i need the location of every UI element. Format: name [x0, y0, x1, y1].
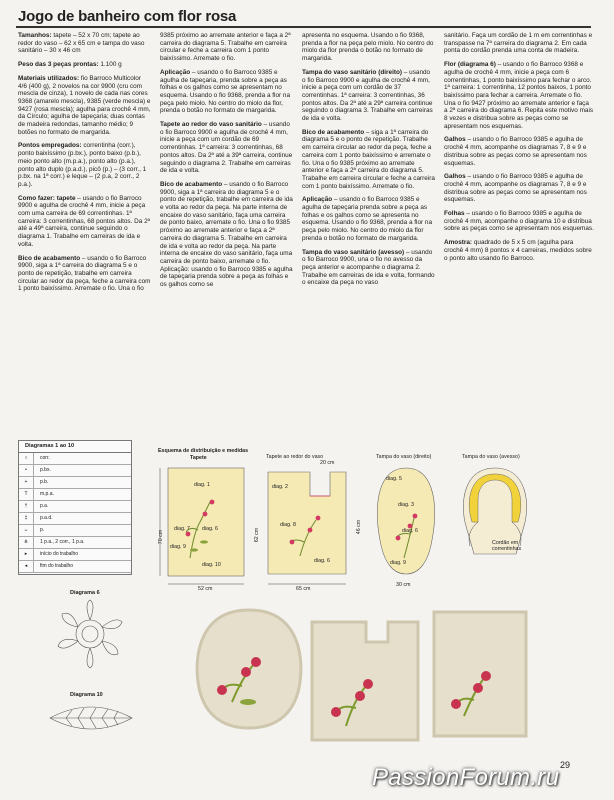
legend-row — [19, 537, 131, 549]
paragraph-text: 1.100 g — [98, 61, 122, 69]
redor-height: 62 cm — [254, 527, 261, 543]
scheme-tampa-avesso-label: Tampa do vaso (avesso) — [462, 454, 520, 460]
page-number: 29 — [560, 760, 571, 770]
legend-symbol: † — [19, 501, 34, 512]
legend-text: corr. — [40, 455, 50, 461]
paragraph-heading: Bico de acabamento — [160, 180, 223, 188]
paragraph — [160, 69, 293, 115]
paragraph — [160, 181, 293, 289]
paragraph-heading: Peso das 3 peças prontas: — [18, 61, 99, 69]
legend-symbol: ⋔ — [19, 537, 34, 548]
paragraph-heading: Materiais utilizados: — [18, 74, 80, 82]
tampa-diag-3: diag. 3 — [398, 502, 414, 508]
redor-diag-6: diag. 6 — [314, 558, 330, 564]
paragraph — [444, 32, 594, 55]
legend-row — [19, 525, 131, 537]
tapete-width: 52 cm — [198, 586, 213, 592]
paragraph-heading: Tampa do vaso sanitário (avesso) — [302, 248, 405, 256]
legend-symbol: • — [19, 465, 34, 476]
paragraph-text: – usando o fio Barroco 9385 e agulha de crochê 4 mm, acompanhe os diagramas 7, 8 e 9 e distribua sobre as peças como se apresentam nos esquemas. — [444, 173, 587, 204]
legend-row — [19, 489, 131, 501]
tampa-diag-6: diag. 6 — [402, 528, 418, 534]
legend-text: p.a. — [40, 503, 49, 509]
paragraph — [444, 61, 594, 130]
page-title: Jogo de banheiro com flor rosa — [18, 8, 237, 25]
paragraph-heading: Como fazer: tapete — [18, 194, 76, 202]
legend-text: m.p.a. — [40, 491, 54, 497]
cord-note: Cordão em correntinhas — [492, 540, 522, 552]
paragraph — [302, 69, 435, 123]
tampa-diag-9: diag. 9 — [390, 560, 406, 566]
paragraph — [18, 61, 151, 69]
paragraph — [18, 32, 151, 55]
paragraph — [302, 196, 435, 242]
paragraph-text: – usando o fio Barroco 9368 e agulha de crochê 4 mm, inicie a peça com 6 correntinhas, 1 ponto baixíssimo para fechar o arco. 1ª carreira: 1 correntinha, 12 pontos baixos, 1 ponto baixíssimo para fechar a carreira. Arremate o fio. Una o fio 9427 próximo ao arremate anterior e faça a 2ª carreira do diagrama 6. Repita este motivo mais 8 vezes e distribua sobre as peças como se apresentam nos esquemas. — [444, 61, 594, 130]
paragraph — [302, 32, 435, 63]
legend-text: 1 p.a., 2 corr., 1 p.a. — [40, 539, 85, 545]
scheme-tampa-direito-label: Tampa do vaso (direito) — [376, 454, 432, 460]
photo-lid-cover — [188, 606, 310, 732]
legend-row — [19, 561, 131, 573]
paragraph-text: – usando o fio Barroco 9900 e agulha de crochê 4 mm, inicie a peça com uma carreira de 69 correntinhas. 1ª carreira: 3 correntinhas, 68 pontos altos. Da 2ª até a 49ª carreira, continue seguindo o diagrama 1. Trabalhe em carreiras de ida e volta. — [18, 194, 151, 248]
paragraph — [444, 173, 594, 204]
legend-row — [19, 513, 131, 525]
legend-symbol: ‡ — [19, 513, 34, 524]
watermark: PassionForum.ru — [372, 764, 560, 791]
paragraph-heading: Flor (diagrama 6) — [444, 61, 496, 69]
distribution-schemes — [150, 440, 590, 595]
paragraph-heading: Tapete ao redor do vaso sanitário — [160, 121, 262, 129]
tapete-height: 70 cm — [158, 529, 165, 545]
legend-row — [19, 477, 131, 489]
scheme-redor-label: Tapete ao redor do vaso — [266, 454, 324, 460]
redor-diag-8: diag. 8 — [280, 522, 296, 528]
paragraph — [302, 129, 435, 191]
tampa-width: 30 cm — [396, 582, 411, 588]
text-column-3 — [302, 32, 435, 293]
legend-text: início do trabalho — [40, 551, 79, 557]
paragraph — [18, 195, 151, 249]
paragraph-heading: Tamanhos: — [18, 32, 52, 39]
legend-row — [19, 549, 131, 561]
diagram-6-chart — [54, 598, 126, 670]
paragraph — [302, 249, 435, 288]
paragraph — [18, 255, 151, 294]
text-column-4 — [444, 32, 594, 268]
stitch-legend — [18, 440, 132, 575]
legend-symbol: ᴗ — [19, 525, 34, 536]
redor-width: 65 cm — [296, 586, 311, 592]
paragraph-text: – usando o fio Barroco 9385 e agulha de crochê 4 mm, acompanhe o diagrama 10 e distribua sobre as peças como se apresentam nos esquemas. — [444, 210, 594, 233]
paragraph-text: apresenta no esquema. Usando o fio 9368, prenda a flor na peça pelo miolo. No centro do miolo da flor prenda o botão no formato de margarida. — [302, 32, 434, 63]
legend-symbol: ◂ — [19, 561, 34, 572]
legend-row — [19, 465, 131, 477]
paragraph — [160, 32, 293, 63]
paragraph-text: – siga a 1ª carreira do diagrama 5 e o ponto de repetição. Trabalhe em carreira circular ao redor da peça, feche a carreira com 1 ponto baixíssimo e arremate o fio. Una o fio 9385 próximo ao arremate anterior e faça a 2ª carreira do diagrama 5. Trabalhe em carreira circular e feche a carreira com 1 ponto baixíssimo. Arremate o fio. — [302, 128, 435, 190]
diagram-10-label: Diagrama 10 — [70, 692, 103, 698]
text-column-1 — [18, 32, 151, 299]
paragraph-text: – usando o fio Barroco 9900 e agulha de crochê 4 mm, inicie a peça com um cordão de 69 correntinhas. 1ª carreira: 3 correntinhas, 68 pontos altos. Da 2ª até a 39ª carreira, continue seguindo o diagrama 2. Trabalhe em carreiras de ida e volta. — [160, 121, 293, 175]
tapete-diag-9: diag. 9 — [170, 544, 186, 550]
legend-symbol: T — [19, 489, 34, 500]
schemes-header: Esquema de distribuição e medidas — [158, 448, 249, 454]
paragraph — [160, 121, 293, 175]
flower-motif — [58, 600, 122, 668]
legend-symbol: ▸ — [19, 549, 34, 560]
paragraph-heading: Pontos empregados: — [18, 142, 82, 150]
paragraph — [444, 210, 594, 233]
paragraph-heading: Bico de acabamento — [302, 128, 365, 136]
paragraph-text: – usando o fio Barroco 9385 e agulha de crochê 4 mm, acompanhe os diagramas 7, 8 e 9 e distribua sobre as peças como se apresentam nos esquemas. — [444, 136, 587, 167]
paragraph-heading: Tampa do vaso sanitário (direito) — [302, 68, 403, 76]
paragraph-text: – usando o fio Barroco 9900, siga a 1ª carreira do diagrama 5 e o ponto de repetição, trabalhe em carreira de ida e volta ao redor da peça. Na parte interna de encaixe do vaso sanitário, faça uma carreira de ponto baixo, arremate o fio. Una o fio 9385 próximo ao arremate anterior e faça a 2ª carreira do diagrama 5. Trabalhe em carreira de ida e volta ao redor da peça. Na parte interna de encaixe do vaso sanitário, faça uma carreira de ponto baixo, arremate o fio. Aplicação: usando o fio Barroco 9385 e agulha de tapeçaria prenda sobre a peça as folhas e os galhos como se — [160, 180, 293, 289]
paragraph-heading: Galhos — [444, 173, 466, 181]
paragraph-text: correntinha (corr.), ponto baixíssimo (p.bx.), ponto baixo (p.b.), meio ponto alto (m.p.a.), ponto alto (p.a.), ponto alto duplo (p.a.d.), picô (p.) – (3 corr., 1 p.bx. na 1ª corr.) e leque – (2 p.a, 2 corr., 2 p.a.). — [18, 142, 147, 188]
paragraph-text: fio Barroco Multicolor 4/6 (400 g), 2 novelos na cor 9900 (cru com mescla de cinza), 1 novelo de cada nas cores 9368 (amarelo mescla), 9385 (verde mescla) e 9427 (rosa mescla); agulha para crochê 4 mm, da Círculo; agulha de tapeçaria; duas contas de madeira redondas, tamanho médio; 9 botões no formato de margarida. — [18, 74, 151, 136]
paragraph-text: quadrado de 5 x 5 cm (agulha para crochê 4 mm) 8 pontos x 4 carreiras, medidos sobre o ponto alto usando fio Barroco. — [444, 239, 592, 262]
title-rule — [16, 26, 591, 28]
paragraph-text: – usando o fio Barroco 9900, una o fio no avesso da peça anterior e acompanhe o diagrama 2. Trabalhe em carreiras de ida e volta, formando o encaixe da peça no vaso — [302, 248, 435, 287]
legend-symbol: ○ — [19, 453, 34, 464]
paragraph-text: – usando o fio Barroco 9385 e agulha de tapeçaria, prenda sobre a peça as folhas e os galhos como se apresentam no esquema. Usando o fio 9368, prenda a flor na peça pelo miolo. No centro do miolo da flor, prenda o botão no formato de margarida. — [160, 68, 291, 115]
legend-symbol: + — [19, 477, 34, 488]
paragraph-text: tapete – 52 x 70 cm; tapete ao redor do vaso – 62 x 65 cm e tampa do vaso sanitário – 30 x 46 cm — [18, 32, 145, 55]
paragraph — [444, 239, 594, 262]
paragraph-heading: Aplicação — [302, 196, 333, 204]
legend-text: p. — [40, 527, 45, 533]
tapete-diag-10: diag. 10 — [202, 562, 221, 568]
paragraph-heading: Folhas — [444, 210, 465, 218]
paragraph — [444, 136, 594, 167]
tampa-diag-5: diag. 5 — [386, 476, 402, 482]
paragraph — [18, 142, 151, 188]
scheme-redor — [260, 462, 354, 592]
legend-row — [19, 501, 131, 513]
photo-contour-rug — [306, 616, 422, 746]
legend-text: fim do trabalho — [40, 563, 74, 569]
photo-rug — [428, 608, 532, 740]
tapete-diag-7: diag. 7 — [174, 526, 190, 532]
redor-notch-width: 20 cm — [320, 460, 335, 466]
redor-diag-2: diag. 2 — [272, 484, 288, 490]
legend-text: p.a.d. — [40, 515, 53, 521]
legend-title: Diagramas 1 ao 10 — [19, 441, 131, 453]
tapete-diag-6: diag. 6 — [202, 526, 218, 532]
paragraph-text: – usando o fio Barroco 9900 e agulha de crochê 4 mm, inicie a peça com um cordão de 37 correntinhas. 1ª carreira: 3 correntinhas, 36 pontos altos. Da 2ª até a 29ª carreira continue seguindo o diagrama 3. Trabalhe em carreiras de ida e volta. — [302, 68, 433, 123]
legend-text: p.bx. — [40, 467, 51, 473]
scheme-tampa-avesso — [456, 460, 534, 570]
paragraph-text: – usando o fio Barroco 9900, siga a 1ª carreira do diagrama 5 e o ponto de repetição, trabalhe em carreira circular ao redor da peça, feche a carreira com 1 ponto baixíssimo. Arremate o fio. Una o fio — [18, 254, 151, 293]
legend-text: p.b. — [40, 479, 49, 485]
instructions — [18, 32, 594, 430]
paragraph — [18, 75, 151, 137]
paragraph-heading: Bico de acabamento — [18, 254, 81, 262]
paragraph-heading: Amostra: — [444, 239, 473, 247]
paragraph-heading: Aplicação — [160, 68, 191, 76]
diagram-6-label: Diagrama 6 — [70, 590, 100, 596]
tapete-diag-1: diag. 1 — [194, 482, 210, 488]
leaf-motif — [50, 707, 132, 729]
text-column-2 — [160, 32, 293, 295]
legend-row — [19, 453, 131, 465]
paragraph-heading: Galhos — [444, 136, 466, 144]
tampa-height: 46 cm — [356, 519, 363, 535]
diagram-10-chart — [46, 700, 136, 736]
scheme-tampa-direito — [370, 460, 442, 584]
scheme-tapete-label: Tapete — [190, 455, 207, 461]
paragraph-text: – usando o fio Barroco 9385 e agulha de tapeçaria prenda sobre a peça as folhas e os galhos como se apresenta no esquema. Usando o fio 9368, prenda a flor na peça pelo miolo. No centro do miolo da flor prenda o botão no formato de margarida. — [302, 196, 433, 242]
paragraph-text: 9385 próximo ao arremate anterior e faça a 2ª carreira do diagrama 5. Trabalhe em carreira circular e feche a carreira com 1 ponto baixíssimo. Arremate o fio. — [160, 32, 291, 63]
paragraph-text: sanitário. Faça um cordão de 1 m em correntinhas e transpasse na 7ª carreira do diagrama 2. Em cada ponta do cordão prenda uma conta de madeira. — [444, 32, 593, 55]
